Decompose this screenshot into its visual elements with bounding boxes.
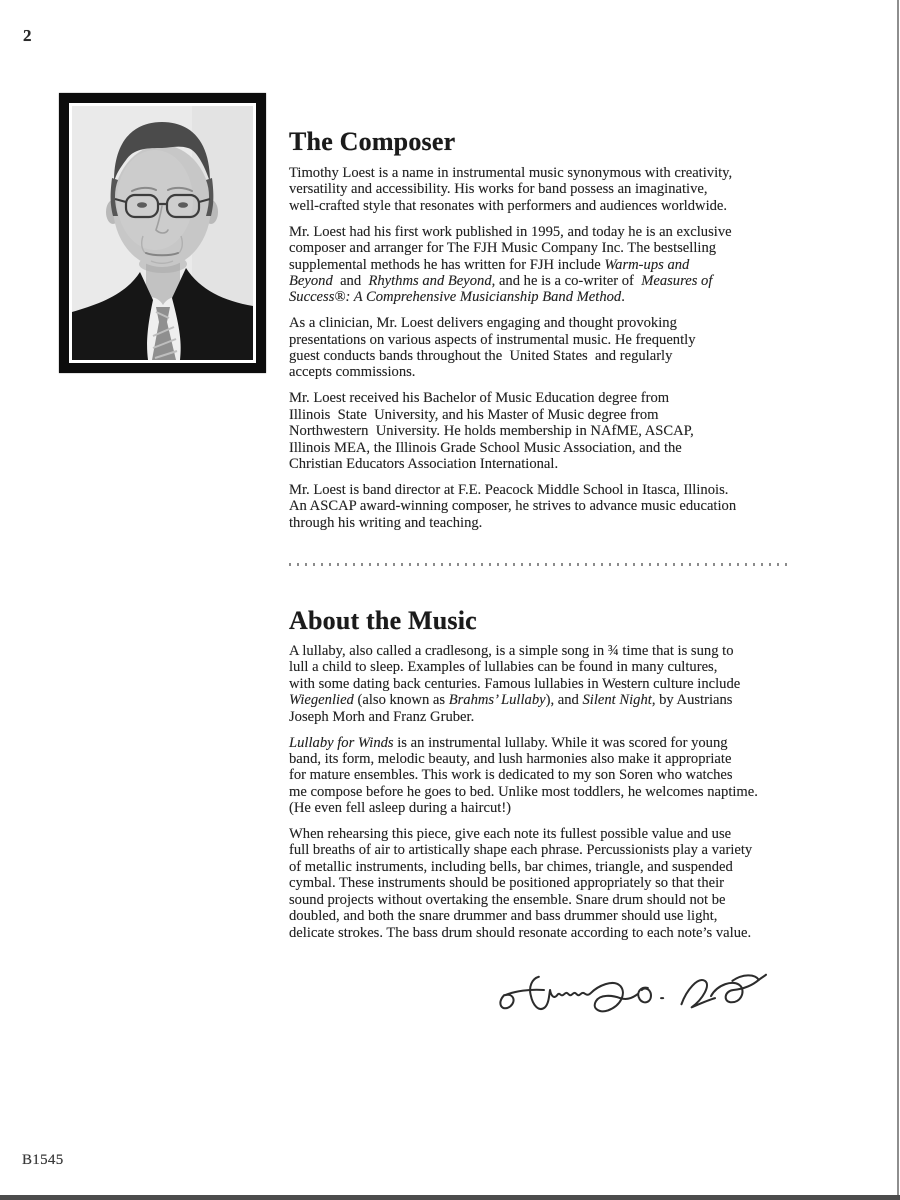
composer-photo-frame [59,93,266,373]
text-line [289,892,794,908]
signature-image [492,964,767,1016]
section-heading-about-the-music: About the Music [289,606,477,635]
paragraph [289,735,794,817]
text-line [289,925,794,941]
italic-text: Warm-ups and [604,256,690,273]
text: lull a child to sleep. Examples of lullabies can be found in many cultures, [289,659,718,676]
text: accepts commissions. [289,364,416,381]
italic-text: Wiegenlied [289,692,354,709]
text-line [289,842,794,858]
text-line [289,224,794,240]
italic-text: Brahms’ Lullaby [448,692,546,709]
text-line [289,875,794,891]
text: with some dating back centuries. Famous lullabies in Western culture include [289,675,741,692]
text: guest conducts bands throughout the United States and regularly [289,348,673,365]
text-line [289,751,794,767]
text-line [289,735,794,751]
italic-text: Rhythms and Beyond [368,272,492,289]
italic-text: Silent Night [582,692,652,709]
page-edge-right [897,0,899,1200]
text: . [621,289,625,306]
text: sound projects without overtaking the ensemble. Snare drum should not be [289,891,726,908]
text-line [289,859,794,875]
text-line [289,332,794,348]
text-line [289,289,794,305]
text-line [289,482,794,498]
catalog-code: B1545 [22,1152,64,1168]
page-edge-bottom [0,1195,900,1200]
text-line [289,659,794,675]
text: (He even fell asleep during a haircut!) [289,800,512,817]
text-line [289,198,794,214]
text: , and he is a co-writer of [491,272,642,289]
text-line [289,165,794,181]
text: and [332,272,369,289]
text-line [289,643,794,659]
text: delicate strokes. The bass drum should resonate according to each note’s value. [289,924,752,941]
text: Illinois MEA, the Illinois Grade School Music Association, and the [289,439,682,456]
text: for mature ensembles. This work is dedicated to my son Soren who watches [289,767,733,784]
text-line [289,456,794,472]
italic-text: Success®: A Comprehensive Musicianship Band Method [289,289,622,306]
text: Timothy Loest is a name in instrumental music synonymous with creativity, [289,165,733,181]
text: Mr. Loest received his Bachelor of Music Education degree from [289,390,670,407]
text-line [289,784,794,800]
text: through his writing and teaching. [289,514,483,531]
text: of metallic instruments, including bells, bar chimes, triangle, and suspended [289,858,733,875]
paragraph [289,315,794,381]
text-line [289,908,794,924]
text: well-crafted style that resonates with performers and audiences worldwide. [289,197,728,214]
composer-signature [492,964,767,1021]
dotted-divider [289,563,791,566]
text-line [289,692,794,708]
paragraph [289,482,794,531]
italic-text: Beyond [289,272,333,289]
section-body-about-the-music [289,643,794,950]
text: ), and [545,692,583,709]
text: As a clinician, Mr. Loest delivers engaging and thought provoking [289,315,677,332]
text-line [289,515,794,531]
text-line [289,676,794,692]
text: (also known as [353,692,449,709]
text-line [289,315,794,331]
text: versatility and accessibility. His works for band possess an imaginative, [289,181,708,198]
text: , by Austrians [651,692,733,709]
text: presentations on various aspects of instrumental music. He frequently [289,331,696,348]
text: doubled, and both the snare drummer and bass drummer should use light, [289,908,718,925]
text: A lullaby, also called a cradlesong, is a simple song in ¾ time that is sung to [289,643,734,659]
text: An ASCAP award-winning composer, he strives to advance music education [289,498,737,515]
text-line [289,181,794,197]
text: me compose before he goes to bed. Unlike most toddlers, he welcomes naptime. [289,783,758,800]
paragraph [289,165,794,214]
eye-left [137,202,147,208]
text-line [289,240,794,256]
italic-text: Lullaby for Winds [289,734,394,751]
text-line [289,407,794,423]
text: Northwestern University. He holds membership in NAfME, ASCAP, [289,423,694,440]
text: Mr. Loest had his first work published in 1995, and today he is an exclusive [289,223,732,240]
text-line [289,364,794,380]
text: band, its form, melodic beauty, and lush harmonies also make it appropriate [289,750,732,767]
text-line [289,348,794,364]
paragraph [289,826,794,941]
text: Illinois State University, and his Master of Music degree from [289,406,659,423]
composer-portrait-image [72,106,253,360]
text: composer and arranger for The FJH Music Company Inc. The bestselling [289,240,717,257]
text: When rehearsing this piece, give each note its fullest possible value and use [289,826,732,843]
paragraph [289,643,794,725]
eye-right [178,202,188,208]
page-number: 2 [23,26,32,45]
text: cymbal. These instruments should be positioned appropriately so that their [289,875,725,892]
paragraph [289,224,794,306]
text-line [289,440,794,456]
text: Christian Educators Association International. [289,456,559,472]
text-line [289,390,794,406]
text-line [289,257,794,273]
text-line [289,709,794,725]
text-line [289,498,794,514]
text-line [289,767,794,783]
text-line [289,423,794,439]
italic-text: Measures of [641,272,713,289]
text-line [289,800,794,816]
text: is an instrumental lullaby. While it was scored for young [393,734,728,751]
text-line [289,826,794,842]
section-heading-the-composer: The Composer [289,127,456,156]
section-body-the-composer [289,165,794,541]
text: supplemental methods he has written for FJH include [289,256,605,273]
text-line [289,273,794,289]
text: full breaths of air to artistically shape each phrase. Percussionists play a variety [289,842,753,859]
paragraph [289,390,794,472]
text: Joseph Morh and Franz Gruber. [289,708,475,725]
text: Mr. Loest is band director at F.E. Peacock Middle School in Itasca, Illinois. [289,481,729,498]
